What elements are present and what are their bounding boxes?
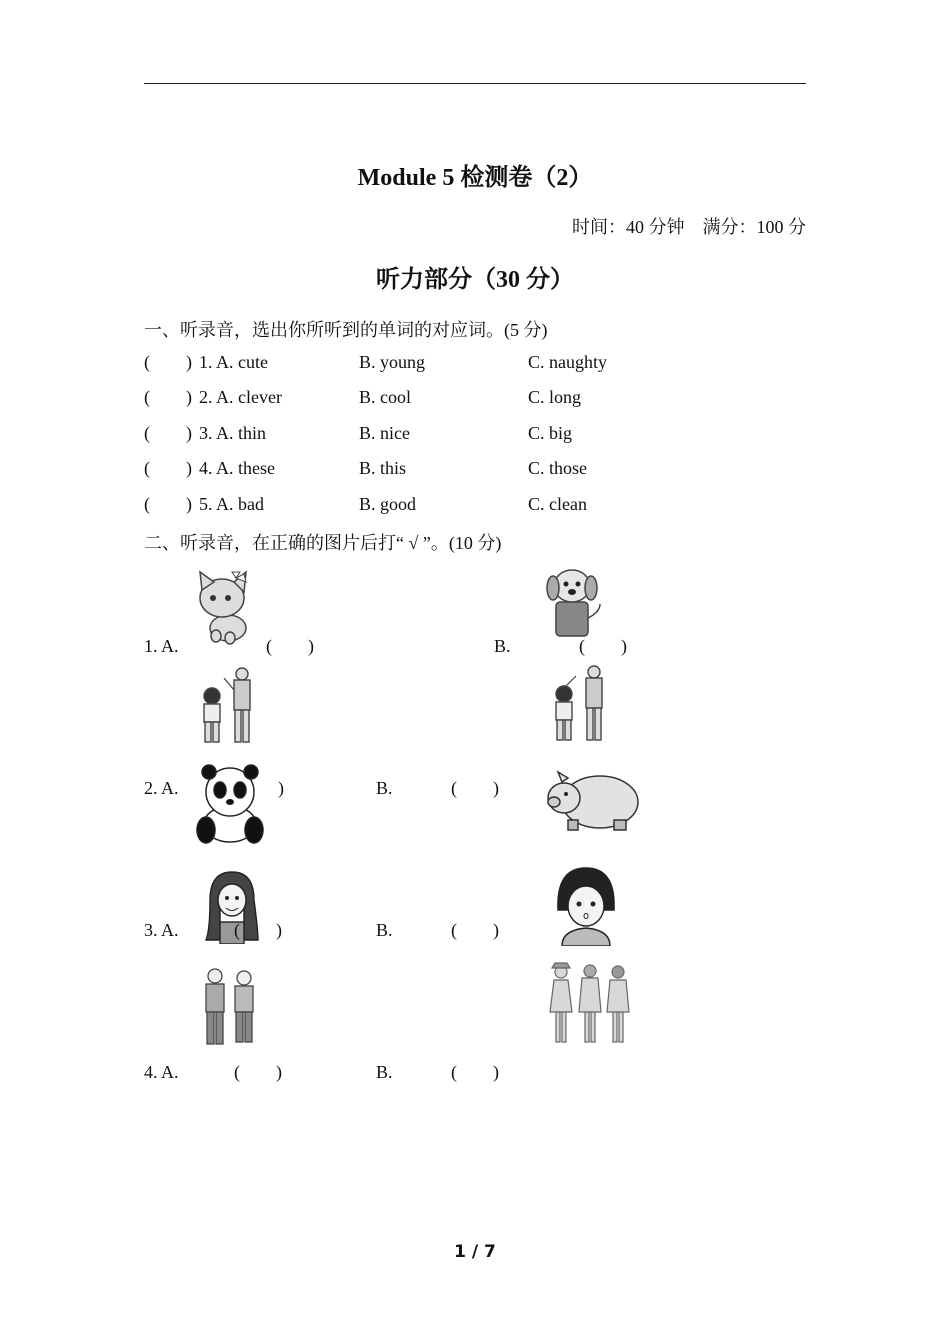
pig-image [544,768,642,834]
section1-heading: 一、听录音，选出你所听到的单词的对应词。(5 分) [144,320,548,340]
answer-bracket[interactable]: ( ) [451,1062,499,1082]
answer-bracket[interactable]: ( ) [234,1062,282,1082]
q2-option-a: 2. A. clever [199,387,282,407]
answer-bracket[interactable]: ( ) [144,494,192,514]
q4-label-b: B. [376,1062,393,1082]
answer-bracket[interactable]: ( ) [144,458,192,478]
q5-option-a: 5. A. bad [199,494,264,514]
q1-option-b: B. young [359,352,426,372]
answer-bracket[interactable]: ( ) [144,387,192,407]
header-rule [144,83,806,84]
boy-and-man-image [194,664,266,746]
q3-option-a: 3. A. thin [199,423,267,443]
answer-bracket[interactable]: ( ) [144,423,192,443]
q4-label-a: 4. A. [144,1062,179,1082]
q3-label-b: B. [376,920,393,940]
section-title: 听力部分（30 分） [376,267,574,293]
q3-label-a: 3. A. [144,920,179,940]
girl-short-hair-image [554,866,618,946]
answer-bracket[interactable]: ( ) [144,352,192,372]
answer-bracket[interactable]: ( ) [451,920,499,940]
q3-option-c: C. big [528,423,573,443]
kitten-image [190,570,256,646]
q5-option-b: B. good [359,494,417,514]
q5-option-c: C. clean [528,494,587,514]
old-couple-image [200,966,260,1048]
q2-label-b: B. [376,778,393,798]
page-title: Module 5 检测卷（2） [357,165,593,191]
q1-option-c: C. naughty [528,352,607,372]
q1-label-b: B. [494,636,511,656]
boy-and-man-image [546,662,618,744]
q4-option-a: 4. A. these [199,458,275,478]
q4-option-c: C. those [528,458,588,478]
q1-option-a: 1. A. cute [199,352,268,372]
answer-bracket[interactable]: ( ) [579,636,627,656]
section2-heading: 二、听录音，在正确的图片后打“ √ ”。(10 分) [144,533,502,553]
q2-option-b: B. cool [359,387,411,407]
q3-option-b: B. nice [359,423,410,443]
panda-image [192,764,268,846]
q1-label-a: 1. A. [144,636,179,656]
three-women-image [546,962,634,1048]
page-number: 1 / 7 [454,1242,496,1262]
answer-bracket[interactable]: ( ) [234,920,282,940]
exam-meta: 时间：40 分钟 满分：100 分 [572,217,806,237]
answer-bracket[interactable]: ( ) [266,636,314,656]
q4-option-b: B. this [359,458,407,478]
q2-label-a: 2. A. [144,778,179,798]
answer-bracket[interactable]: ( ) [451,778,499,798]
q2-option-c: C. long [528,387,582,407]
bracket-close[interactable]: ) [278,778,284,798]
puppy-image [542,566,604,640]
